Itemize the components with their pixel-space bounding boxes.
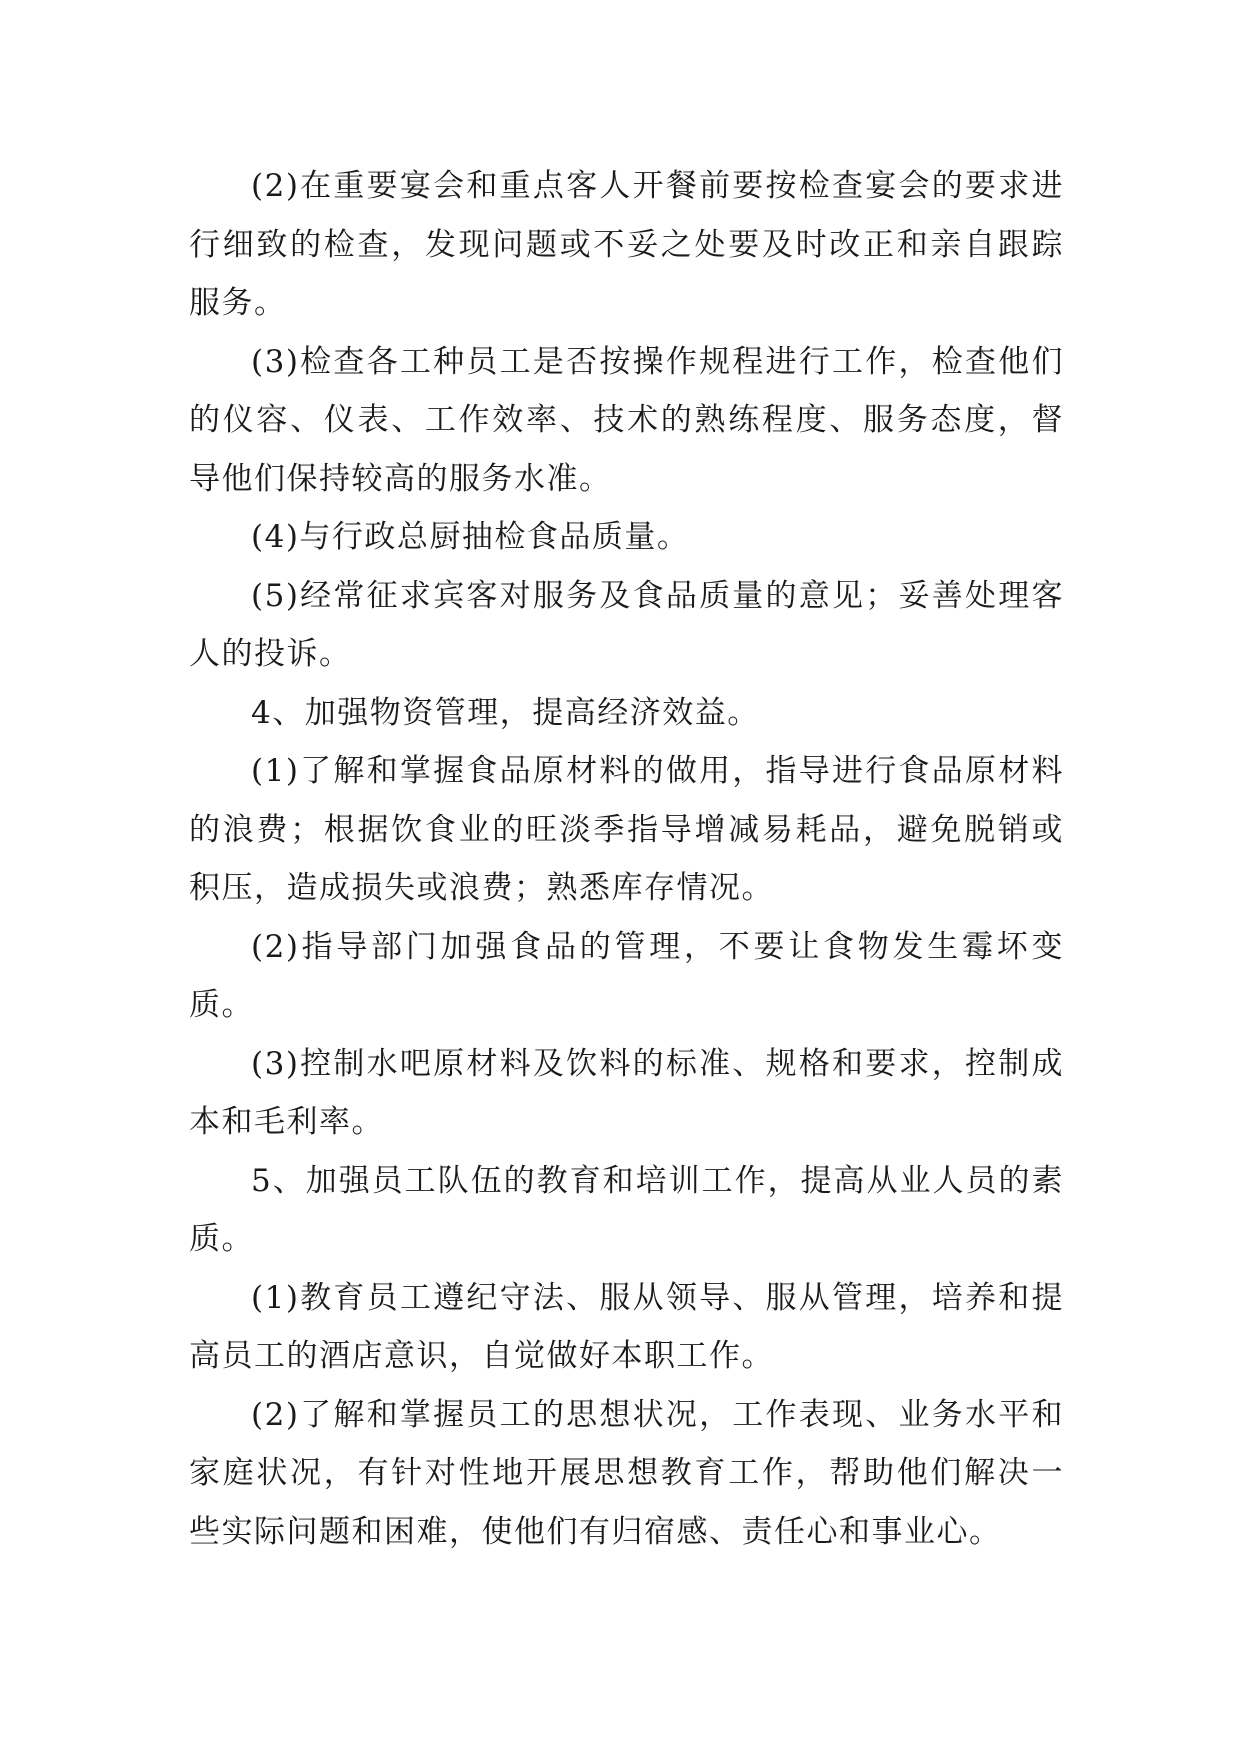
section-heading-material-management: 4、加强物资管理，提高经济效益。 bbox=[251, 694, 760, 731]
paragraph-staff-education: (1)教育员工遵纪守法、服从领导、服从管理，培养和提高员工的酒店意识，自觉做好本职工作。 bbox=[189, 1279, 1064, 1374]
paragraph-staff-inspection: (3)检查各工种员工是否按操作规程进行工作，检查他们的仪容、仪表、工作效率、技术的熟练程度、服务态度，督导他们保持较高的服务水准。 bbox=[189, 343, 1064, 497]
paragraph-guest-feedback: (5)经常征求宾客对服务及食品质量的意见；妥善处理客人的投诉。 bbox=[189, 577, 1064, 672]
paragraph-raw-materials: (1)了解和掌握食品原材料的做用，指导进行食品原材料的浪费；根据饮食业的旺淡季指导增减易耗品，避免脱销或积压，造成损失或浪费；熟悉库存情况。 bbox=[189, 753, 1064, 906]
document-body bbox=[189, 157, 1064, 1561]
paragraph-banquet-inspection: (2)在重要宴会和重点客人开餐前要按检查宴会的要求进行细致的检查，发现问题或不妥之处要及时改正和亲自跟踪服务。 bbox=[189, 168, 1064, 321]
paragraph-food-quality-check: (4)与行政总厨抽检食品质量。 bbox=[251, 519, 690, 555]
paragraph-staff-wellbeing: (2)了解和掌握员工的思想状况，工作表现、业务水平和家庭状况，有针对性地开展思想教育工作，帮助他们解决一些实际问题和困难，使他们有归宿感、责任心和事业心。 bbox=[189, 1396, 1064, 1550]
paragraph-food-storage: (2)指导部门加强食品的管理，不要让食物发生霉坏变质。 bbox=[189, 928, 1064, 1023]
paragraph-bar-cost-control: (3)控制水吧原材料及饮料的标准、规格和要求，控制成本和毛利率。 bbox=[189, 1045, 1064, 1140]
section-heading-staff-training: 5、加强员工队伍的教育和培训工作，提高从业人员的素质。 bbox=[189, 1162, 1064, 1257]
